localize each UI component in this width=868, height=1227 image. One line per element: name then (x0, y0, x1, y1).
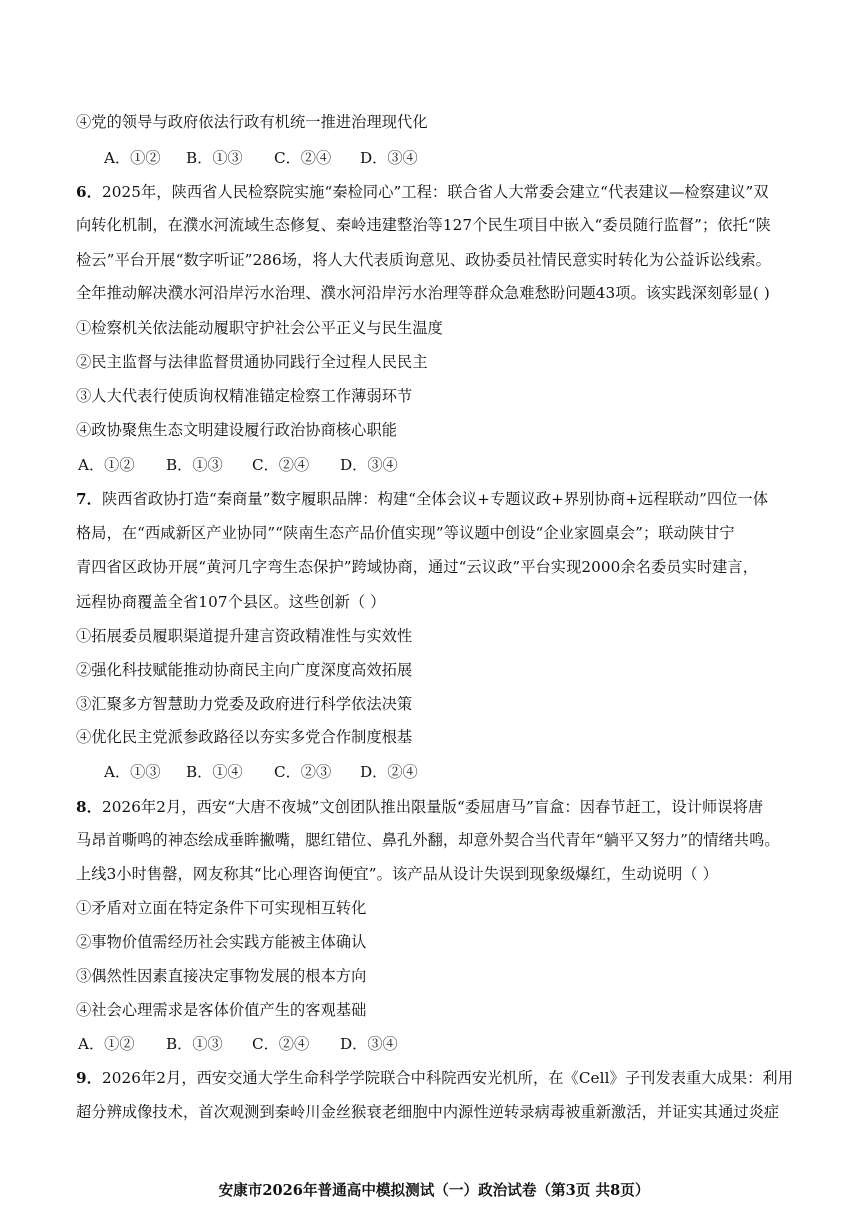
q7-option-d: D．②④ (360, 763, 418, 781)
q6-stem-line-4: 全年推动解决濮水河沿岸污水治理、濮水河沿岸污水治理等群众急难愁盼问题43项。该实践深刻彰显( ) (76, 284, 770, 302)
q5-option-b: B．①③ (186, 149, 243, 167)
q7-stem-line-3: 青四省区政协开展“黄河几字弯生态保护”跨域协商，通过“云议政”平台实现2000余名委员实时建言， (76, 558, 759, 576)
q5-option-a: A．①② (104, 149, 161, 167)
q6-stem-line-3: 检云”平台开展“数字听证”286场，将人大代表质询意见、政协委员社情民意实时转化为公益诉讼线索。 (76, 251, 771, 269)
q7-option-b: B．①④ (186, 763, 243, 781)
page-footer: 安康市2026年普通高中模拟测试（一）政治试卷（第3页 共8页） (218, 1182, 650, 1199)
q8-item-1: ①矛盾对立面在特定条件下可实现相互转化 (76, 899, 367, 917)
q5-item-4: ④党的领导与政府依法行政有机统一推进治理现代化 (76, 113, 428, 131)
q8-option-c: C．②④ (252, 1035, 310, 1053)
q9-number: 9． (76, 1069, 102, 1087)
q9-stem-line-1: 9．2026年2月，西安交通大学生命科学学院联合中科院西安光机所，在《Cell》子刊发表重大成果：利用 (76, 1069, 794, 1087)
q7-option-a: A．①③ (104, 763, 161, 781)
q9-stem-line-2: 超分辨成像技术，首次观测到秦岭川金丝猴衰老细胞中内源性逆转录病毒被重新激活，并证实其通过炎症 (76, 1103, 780, 1121)
q7-stem-line-1: 7．陕西省政协打造“秦商量”数字履职品牌：构建“全体会议+专题议政+界别协商+远程联动”四位一体 (76, 490, 769, 508)
q7-item-3: ③汇聚多方智慧助力党委及政府进行科学依法决策 (76, 695, 413, 713)
q6-item-2: ②民主监督与法律监督贯通协同践行全过程人民民主 (76, 353, 428, 371)
q5-option-d: D．③④ (360, 149, 418, 167)
q8-stem-line-1: 8．2026年2月，西安“大唐不夜城”文创团队推出限量版“委屈唐马”盲盒：因春节赶工，设计师误将唐 (76, 798, 764, 816)
q6-item-1: ①检察机关依法能动履职守护社会公平正义与民生温度 (76, 319, 443, 337)
q6-option-d: D．③④ (340, 456, 398, 474)
q6-option-a: A．①② (78, 456, 135, 474)
q7-option-c: C．②③ (274, 763, 332, 781)
q7-number: 7． (76, 490, 102, 508)
q8-option-a: A．①② (78, 1035, 135, 1053)
q6-item-4: ④政协聚焦生态文明建设履行政治协商核心职能 (76, 421, 398, 439)
q6-number: 6． (76, 183, 102, 201)
q7-stem-line-4: 远程协商覆盖全省107个县区。这些创新（ ） (76, 593, 386, 611)
q8-stem-line-2: 马昂首嘶鸣的神态绘成垂眸撇嘴，腮红错位、鼻孔外翻，却意外契合当代青年“躺平又努力”的情绪共鸣。 (76, 831, 780, 849)
q6-stem-line-1: 6．2025年，陕西省人民检察院实施“秦检同心”工程：联合省人大常委会建立“代表建议—检察建议”双 (76, 183, 769, 201)
q6-option-b: B．①③ (166, 456, 223, 474)
q6-stem-line-2: 向转化机制，在濮水河流域生态修复、秦岭违建整治等127个民生项目中嵌入“委员随行监督”；依托“陕 (76, 216, 771, 234)
q8-item-4: ④社会心理需求是客体价值产生的客观基础 (76, 1001, 367, 1019)
q8-item-2: ②事物价值需经历社会实践方能被主体确认 (76, 933, 367, 951)
q8-item-3: ③偶然性因素直接决定事物发展的根本方向 (76, 967, 367, 985)
q8-stem-line-3: 上线3小时售罄，网友称其“比心理咨询便宜”。该产品从设计失误到现象级爆红，生动说明（ ） (76, 865, 718, 883)
q8-number: 8． (76, 798, 102, 816)
q7-item-2: ②强化科技赋能推动协商民主向广度深度高效拓展 (76, 661, 413, 679)
q6-option-c: C．②④ (252, 456, 310, 474)
q7-item-4: ④优化民主党派参政路径以夯实多党合作制度根基 (76, 728, 413, 746)
q5-option-c: C．②④ (274, 149, 332, 167)
q8-option-b: B．①③ (166, 1035, 223, 1053)
q8-option-d: D．③④ (340, 1035, 398, 1053)
q7-item-1: ①拓展委员履职渠道提升建言资政精准性与实效性 (76, 627, 413, 645)
q6-item-3: ③人大代表行使质询权精准锚定检察工作薄弱环节 (76, 387, 413, 405)
q7-stem-line-2: 格局，在“西咸新区产业协同”“陕南生态产品价值实现”等议题中创设“企业家圆桌会”；联动陕甘宁 (76, 524, 735, 542)
